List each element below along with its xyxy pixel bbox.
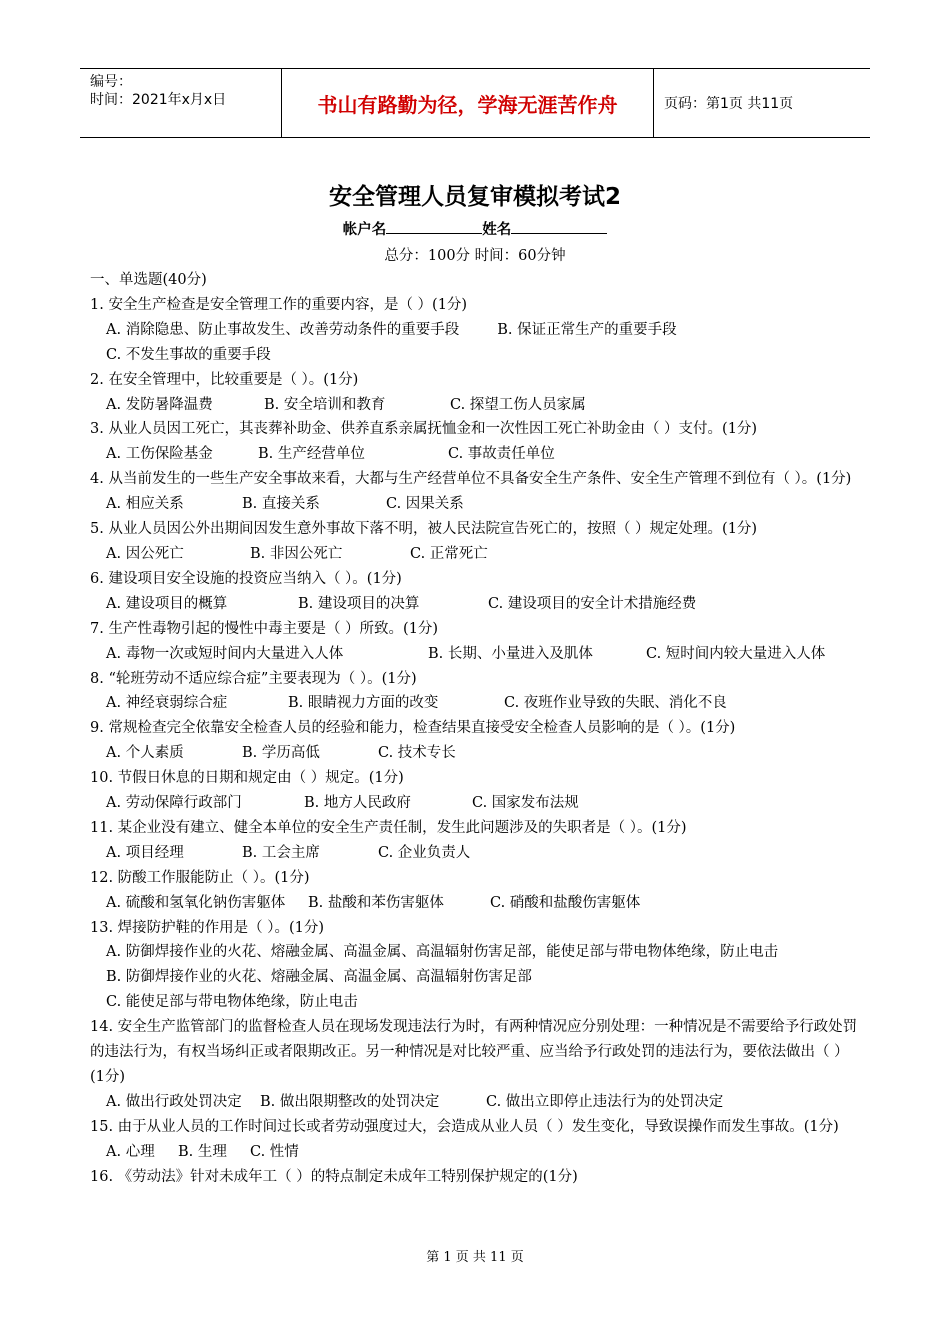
option: B. 地方人民政府	[304, 795, 411, 812]
header-motto: 书山有路勤为径，学海无涯苦作舟	[282, 69, 654, 137]
name-blank[interactable]	[511, 219, 607, 234]
option: A. 做出行政处罚决定	[106, 1093, 242, 1110]
question: 11. 某企业没有建立、健全本单位的安全生产责任制，发生此问题涉及的失职者是（ ）。(1分)	[90, 819, 687, 836]
option: B. 建设项目的决算	[298, 595, 420, 612]
option: C. 性情	[250, 1143, 299, 1160]
option: A. 硫酸和氢氧化钠伤害躯体	[106, 894, 286, 911]
option: B. 学历高低	[242, 745, 320, 762]
document-header	[80, 68, 870, 138]
option: B. 工会主席	[242, 844, 320, 861]
question-text: 4. 从当前发生的一些生产安全事故来看，大都与生产经营单位不具备安全生产条件、安全生产管理不到位有（ ）。(1分)	[90, 471, 852, 488]
option: B. 长期、小量进入及肌体	[428, 645, 593, 662]
option-row	[90, 990, 860, 1015]
page-footer: 第 1 页 共 11 页	[426, 1250, 524, 1265]
option-row	[90, 965, 860, 990]
option-row	[90, 318, 860, 343]
option: C. 硝酸和盐酸伤害躯体	[490, 894, 641, 911]
option: A. 工伤保险基金	[106, 446, 213, 463]
option: C. 短时间内较大量进入人体	[646, 645, 826, 662]
question: 3. 从业人员因工死亡，其丧葬补助金、供养直系亲属抚恤金和一次性因工死亡补助金由（ ）支付。(1分)	[90, 421, 758, 438]
option-row	[90, 741, 860, 766]
option-row	[90, 592, 860, 617]
option: C. 正常死亡	[410, 545, 488, 562]
option: B. 保证正常生产的重要手段	[497, 321, 677, 338]
question: 6. 建设项目安全设施的投资应当纳入（ ）。(1分)	[90, 570, 402, 587]
option: B. 直接关系	[242, 496, 320, 513]
option-row	[90, 1090, 860, 1115]
option-row	[90, 891, 860, 916]
question	[90, 467, 860, 492]
option-row	[90, 492, 860, 517]
option: A. 心理	[106, 1143, 155, 1160]
option: B. 眼睛视力方面的改变	[288, 695, 439, 712]
header-meta	[80, 69, 282, 137]
option: C. 国家发布法规	[472, 795, 579, 812]
question: 16. 《劳动法》针对未成年工（ ）的特点制定未成年工特别保护规定的(1分)	[90, 1168, 578, 1185]
header-page-info: 页码：第1页 共11页	[664, 96, 794, 112]
option-row	[90, 343, 860, 368]
option-row	[90, 841, 860, 866]
option: C. 因果关系	[386, 496, 464, 513]
question: 12. 防酸工作服能防止（ ）。(1分)	[90, 869, 310, 886]
option: B. 非因公死亡	[250, 545, 343, 562]
option-row	[90, 1140, 860, 1165]
question: 7. 生产性毒物引起的慢性中毒主要是（ ）所致。(1分)	[90, 620, 439, 637]
option: A. 因公死亡	[106, 545, 184, 562]
name-label: 姓名	[482, 222, 512, 238]
score-time: 总分：100分 时间：60分钟	[384, 248, 566, 264]
candidate-info	[0, 218, 950, 239]
option: C. 技术专长	[378, 745, 456, 762]
question: 5. 从业人员因公外出期间因发生意外事故下落不明，被人民法院宣告死亡的，按照（ ）规定处理。(1分)	[90, 521, 758, 538]
option: B. 盐酸和苯伤害躯体	[308, 894, 444, 911]
account-blank[interactable]	[386, 219, 482, 234]
option: B. 生理	[178, 1143, 227, 1160]
section-heading: 一、单选题(40分)	[90, 272, 207, 288]
option-row	[90, 542, 860, 567]
option-row	[90, 442, 860, 467]
option: C. 企业负责人	[378, 844, 471, 861]
option: C. 能使足部与带电物体绝缘，防止电击	[106, 994, 358, 1011]
option: A. 相应关系	[106, 496, 184, 513]
question-list	[90, 268, 860, 1190]
question: 2. 在安全管理中，比较重要是（ ）。(1分)	[90, 371, 359, 388]
option-row	[90, 393, 860, 418]
option: A. 消除隐患、防止事故发生、改善劳动条件的重要手段	[106, 321, 460, 338]
question: 14. 安全生产监管部门的监督检查人员在现场发现违法行为时，有两种情况应分别处理：一种情况是不需要给予行政处罚的违法行为，有权当场纠正或者限期改正。另一种情况是对比较严重、应当给予行政处罚的违法行为，要依法做出（ ）(1分)	[90, 1019, 858, 1085]
number-label: 编号：	[90, 74, 132, 90]
question: 10. 节假日休息的日期和规定由（ ）规定。(1分)	[90, 770, 404, 787]
option: B. 生产经营单位	[258, 446, 365, 463]
time-label: 时间：2021年x月x日	[90, 92, 227, 108]
option-row	[90, 791, 860, 816]
account-label: 帐户名	[342, 222, 387, 238]
option-row	[90, 940, 860, 965]
question: 8. “轮班劳动不适应综合症”主要表现为（ ）。(1分)	[90, 670, 417, 687]
question: 13. 焊接防护鞋的作用是（ ）。(1分)	[90, 919, 325, 936]
option: B. 安全培训和教育	[264, 396, 386, 413]
question: 1. 安全生产检查是安全管理工作的重要内容，是（ ）(1分)	[90, 296, 468, 313]
question: 9. 常规检查完全依靠安全检查人员的经验和能力，检查结果直接受安全检查人员影响的是（ ）。(1分)	[90, 720, 736, 737]
option-row	[90, 642, 860, 667]
option: A. 毒物一次或短时间内大量进入人体	[106, 645, 344, 662]
option: C. 探望工伤人员家属	[450, 396, 586, 413]
option: A. 防御焊接作业的火花、熔融金属、高温金属、高温辐射伤害足部，能使足部与带电物体绝缘，防止电击	[106, 944, 779, 961]
option: C. 事故责任单位	[448, 446, 555, 463]
option: C. 做出立即停止违法行为的处罚决定	[486, 1093, 724, 1110]
option: B. 防御焊接作业的火花、熔融金属、高温金属、高温辐射伤害足部	[106, 969, 532, 986]
option: C. 夜班作业导致的失眠、消化不良	[504, 695, 727, 712]
option: C. 不发生事故的重要手段	[106, 346, 271, 363]
option: C. 建设项目的安全计术措施经费	[488, 595, 697, 612]
question: 15. 由于从业人员的工作时间过长或者劳动强度过大，会造成从业人员（ ）发生变化，导致误操作而发生事故。(1分)	[90, 1118, 839, 1135]
option: B. 做出限期整改的处罚决定	[260, 1093, 440, 1110]
option: A. 建设项目的概算	[106, 595, 228, 612]
option: A. 项目经理	[106, 844, 184, 861]
option-row	[90, 691, 860, 716]
option: A. 发防暑降温费	[106, 396, 213, 413]
option: A. 个人素质	[106, 745, 184, 762]
option: A. 神经衰弱综合症	[106, 695, 228, 712]
option: A. 劳动保障行政部门	[106, 795, 242, 812]
exam-title: 安全管理人员复审模拟考试2	[328, 184, 621, 210]
